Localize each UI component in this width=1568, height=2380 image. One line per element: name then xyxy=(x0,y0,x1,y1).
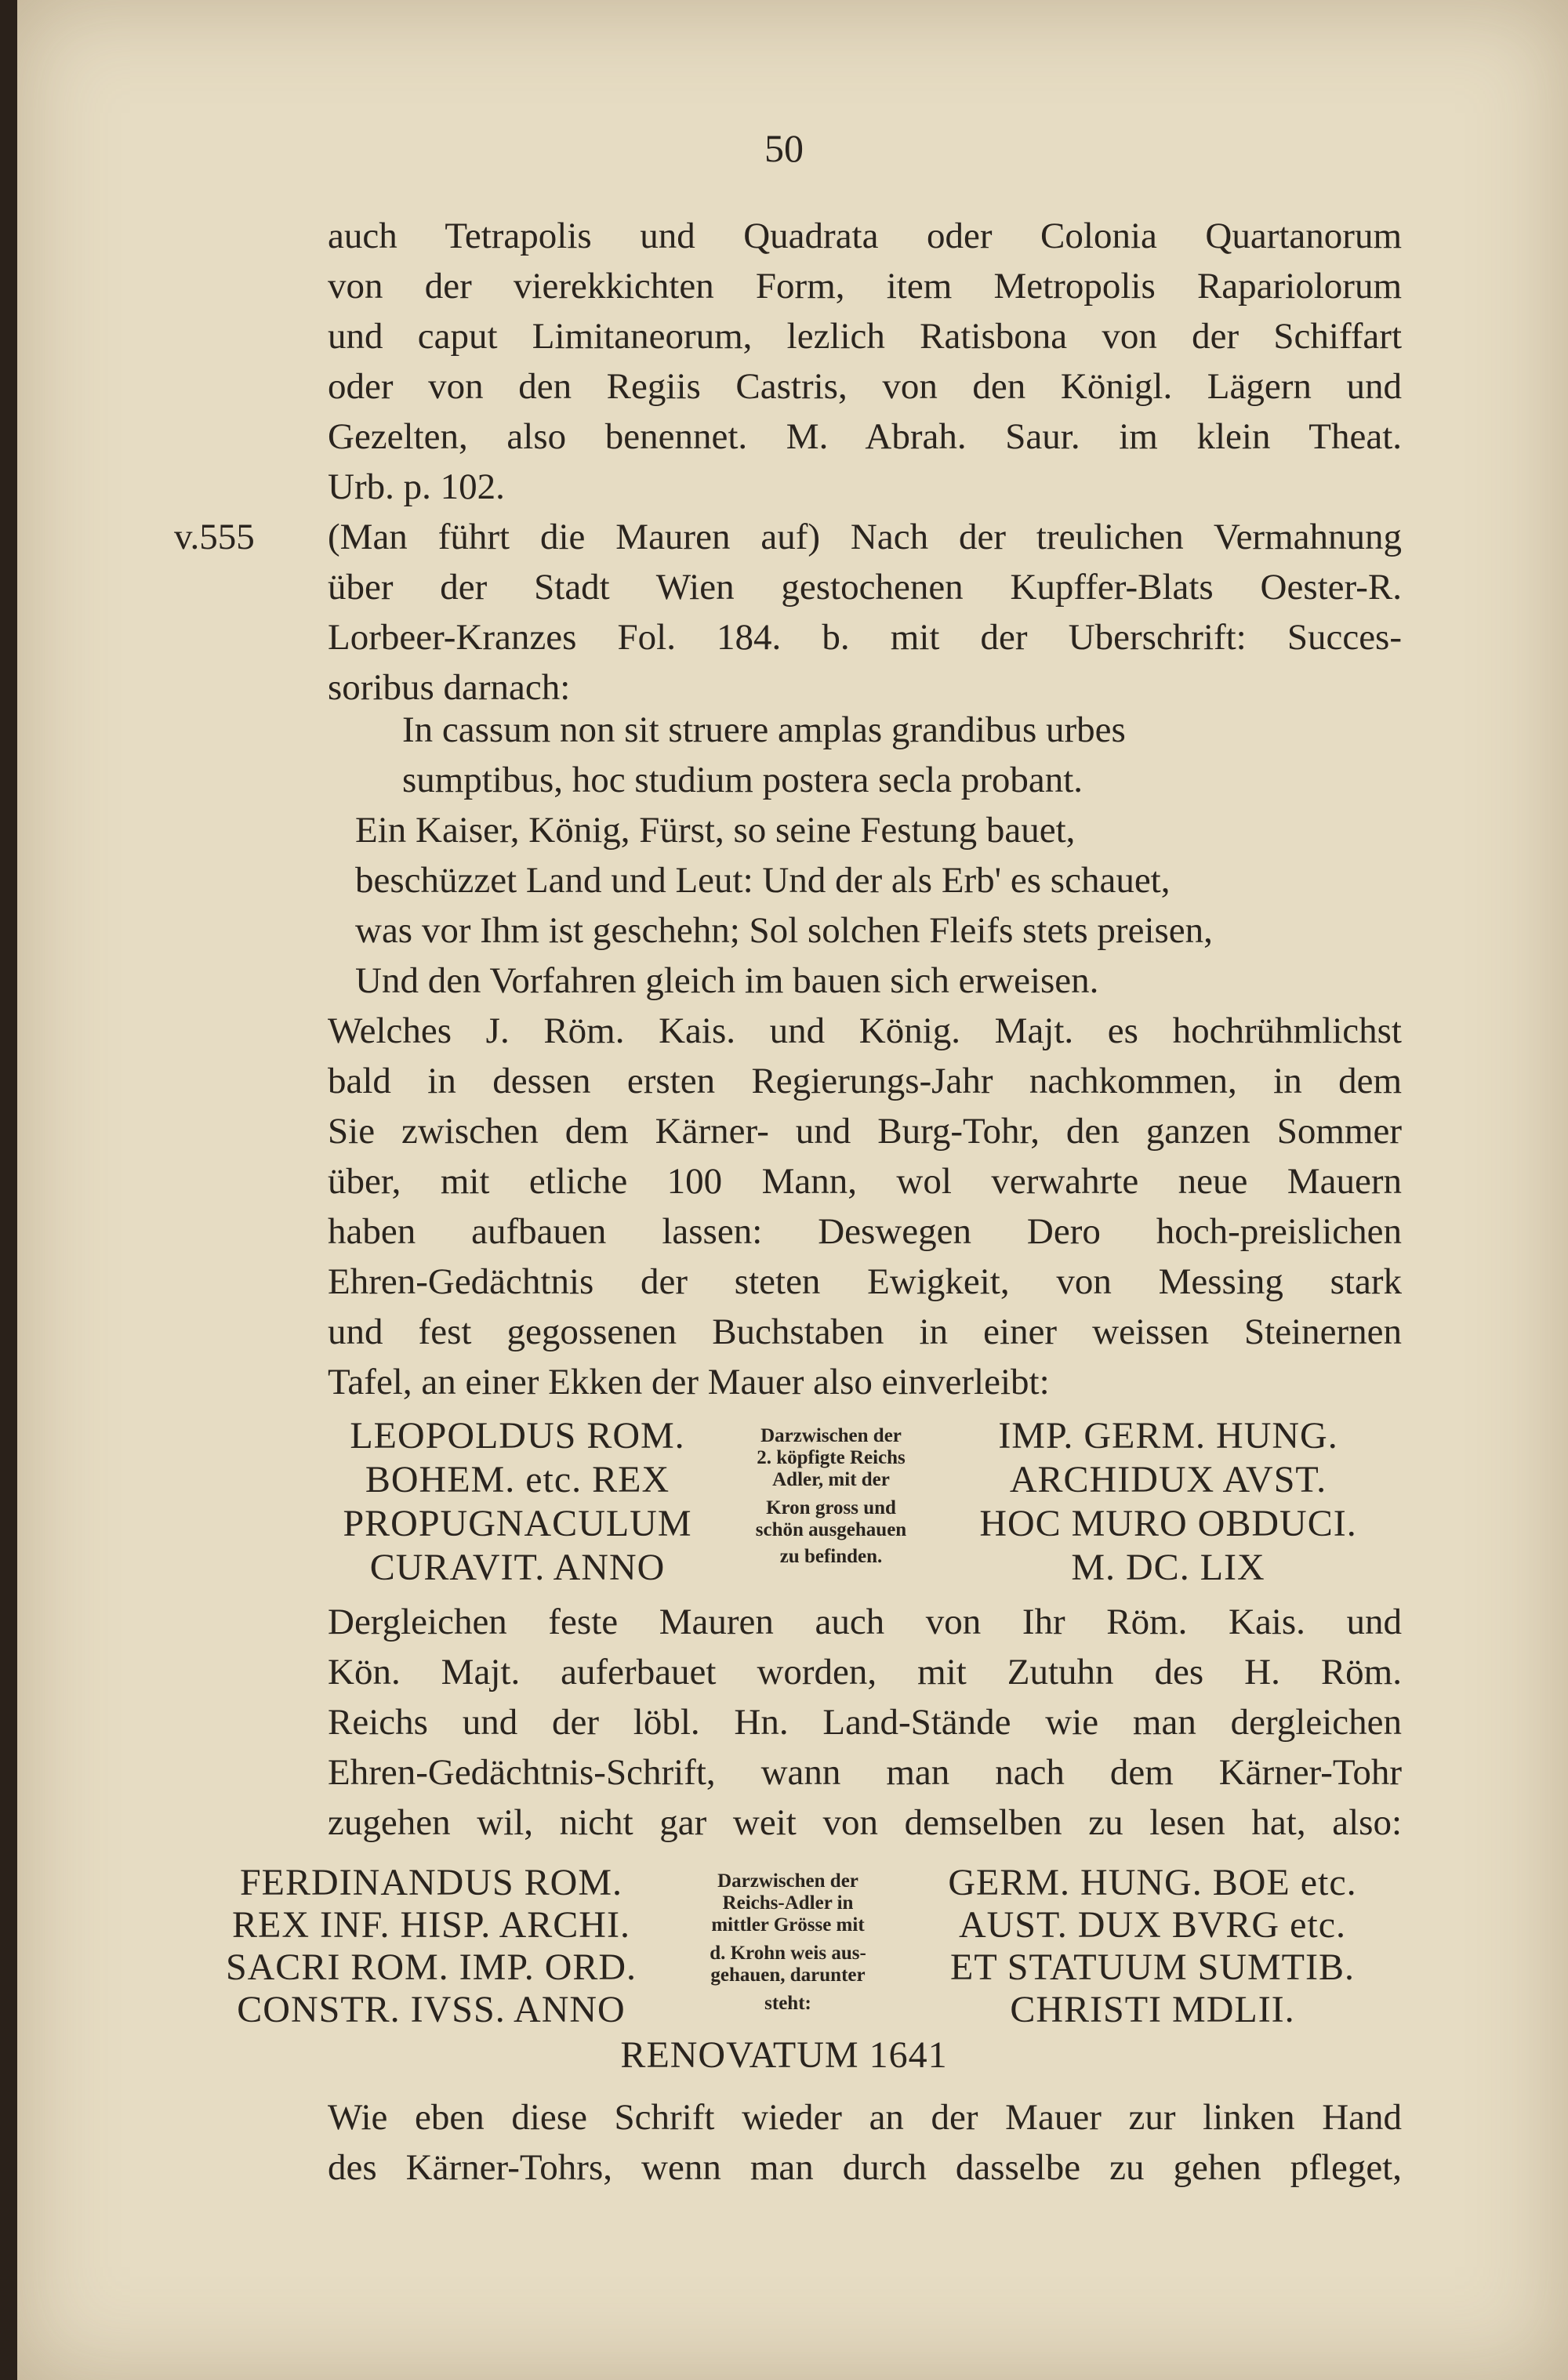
text-line: (Man führt die Mauren auf) Nach der treulichen Vermahnung xyxy=(328,517,1402,557)
inscription-right-line: CHRISTI MDLII. xyxy=(1010,1989,1295,2030)
inscription-right-line: ARCHIDUX AVST. xyxy=(1009,1459,1327,1500)
inscription-bottom-line: RENOVATUM 1641 xyxy=(620,2034,948,2076)
text-line: von der vierekkichten Form, item Metropolis Rapariolorum xyxy=(328,266,1402,307)
inscription-right-line: GERM. HUNG. BOE etc. xyxy=(948,1862,1357,1903)
text-line: soribus darnach: xyxy=(328,667,571,708)
inscription-right-line: AUST. DUX BVRG etc. xyxy=(958,1904,1347,1946)
margin-note: v.555 xyxy=(174,517,255,557)
page-number: 50 xyxy=(764,126,804,170)
inscription-left-line: SACRI ROM. IMP. ORD. xyxy=(225,1946,637,1988)
latin-verse-line: In cassum non sit struere amplas grandibus urbes xyxy=(402,709,1126,750)
inscription-right-line: HOC MURO OBDUCI. xyxy=(979,1503,1357,1544)
german-verse-line: beschüzzet Land und Leut: Und der als Erb' es schauet, xyxy=(355,860,1171,901)
text-line: des Kärner-Tohrs, wenn man durch dasselbe zu gehen pfleget, xyxy=(328,2147,1402,2188)
text-line: auch Tetrapolis und Quadrata oder Colonia Quartanorum xyxy=(328,216,1402,256)
inscription-note-line: steht: xyxy=(764,1993,811,2014)
text-line: und caput Limitaneorum, lezlich Ratisbona von der Schiffart xyxy=(328,316,1402,357)
text-line: zugehen wil, nicht gar weit von demselben zu lesen hat, also: xyxy=(328,1802,1402,1843)
inscription-left-line: REX INF. HISP. ARCHI. xyxy=(232,1904,630,1946)
text-line: Reichs und der löbl. Hn. Land-Stände wie man dergleichen xyxy=(328,1702,1402,1743)
text-line: bald in dessen ersten Regierungs-Jahr nachkommen, in dem xyxy=(328,1061,1402,1101)
inscription-note-line: schön ausgehauen xyxy=(755,1519,907,1540)
inscription-note-line: gehauen, darunter xyxy=(710,1965,866,1986)
text-line: Lorbeer-Kranzes Fol. 184. b. mit der Uberschrift: Succes- xyxy=(328,617,1402,658)
german-verse-line: was vor Ihm ist geschehn; Sol solchen Fleifs stets preisen, xyxy=(355,910,1213,951)
text-line: Welches J. Röm. Kais. und König. Majt. es hochrühmlichst xyxy=(328,1010,1402,1051)
inscription-left-line: LEOPOLDUS ROM. xyxy=(350,1415,685,1457)
text-line: Ehren-Gedächtnis der steten Ewigkeit, von Messing stark xyxy=(328,1261,1402,1302)
text-line: Tafel, an einer Ekken der Mauer also einverleibt: xyxy=(328,1362,1050,1402)
german-verse-line: Und den Vorfahren gleich im bauen sich erweisen. xyxy=(355,960,1099,1001)
inscription-right-line: IMP. GERM. HUNG. xyxy=(998,1415,1338,1457)
inscription-note-line: Reichs-Adler in xyxy=(722,1892,854,1914)
inscription-note-line: Darzwischen der xyxy=(717,1870,858,1892)
text-line: Dergleichen feste Mauren auch von Ihr Röm. Kais. und xyxy=(328,1602,1402,1642)
inscription-left-line: PROPUGNACULUM xyxy=(343,1503,692,1544)
text-line: und fest gegossenen Buchstaben in einer weissen Steinernen xyxy=(328,1312,1402,1352)
inscription-note-line: mittler Grösse mit xyxy=(711,1914,865,1936)
text-line: über der Stadt Wien gestochenen Kupffer-Blats Oester-R. xyxy=(328,567,1402,608)
inscription-left-line: CONSTR. IVSS. ANNO xyxy=(237,1989,626,2030)
text-line: Wie eben diese Schrift wieder an der Mauer zur linken Hand xyxy=(328,2097,1402,2138)
inscription-note-line: Kron gross und xyxy=(766,1497,896,1518)
text-line: Kön. Majt. auferbauet worden, mit Zutuhn des H. Röm. xyxy=(328,1652,1402,1692)
text-line: Ehren-Gedächtnis-Schrift, wann man nach dem Kärner-Tohr xyxy=(328,1752,1402,1793)
inscription-left-line: FERDINANDUS ROM. xyxy=(239,1862,623,1903)
inscription-note-line: 2. köpfigte Reichs xyxy=(757,1447,906,1468)
latin-verse-line: sumptibus, hoc studium postera secla probant. xyxy=(402,760,1083,800)
inscription-note-line: zu befinden. xyxy=(779,1546,883,1567)
inscription-note-line: d. Krohn weis aus- xyxy=(710,1943,866,1964)
text-line: Sie zwischen dem Kärner- und Burg-Tohr, den ganzen Sommer xyxy=(328,1111,1402,1152)
inscription-right-line: ET STATUUM SUMTIB. xyxy=(950,1946,1355,1988)
german-verse-line: Ein Kaiser, König, Fürst, so seine Festung bauet, xyxy=(355,810,1076,851)
text-line: Gezelten, also benennet. M. Abrah. Saur. im klein Theat. xyxy=(328,416,1402,457)
inscription-right-line: M. DC. LIX xyxy=(1071,1547,1265,1588)
book-binding xyxy=(0,0,17,2380)
inscription-left-line: BOHEM. etc. REX xyxy=(365,1459,670,1500)
inscription-left-line: CURAVIT. ANNO xyxy=(369,1547,666,1588)
inscription-note-line: Darzwischen der xyxy=(760,1425,902,1446)
text-line: haben aufbauen lassen: Deswegen Dero hoch-preislichen xyxy=(328,1211,1402,1252)
text-line: Urb. p. 102. xyxy=(328,466,505,507)
text-line: über, mit etliche 100 Mann, wol verwahrte neue Mauern xyxy=(328,1161,1402,1202)
text-line: oder von den Regiis Castris, von den Königl. Lägern und xyxy=(328,366,1402,407)
inscription-note-line: Adler, mit der xyxy=(772,1469,890,1490)
